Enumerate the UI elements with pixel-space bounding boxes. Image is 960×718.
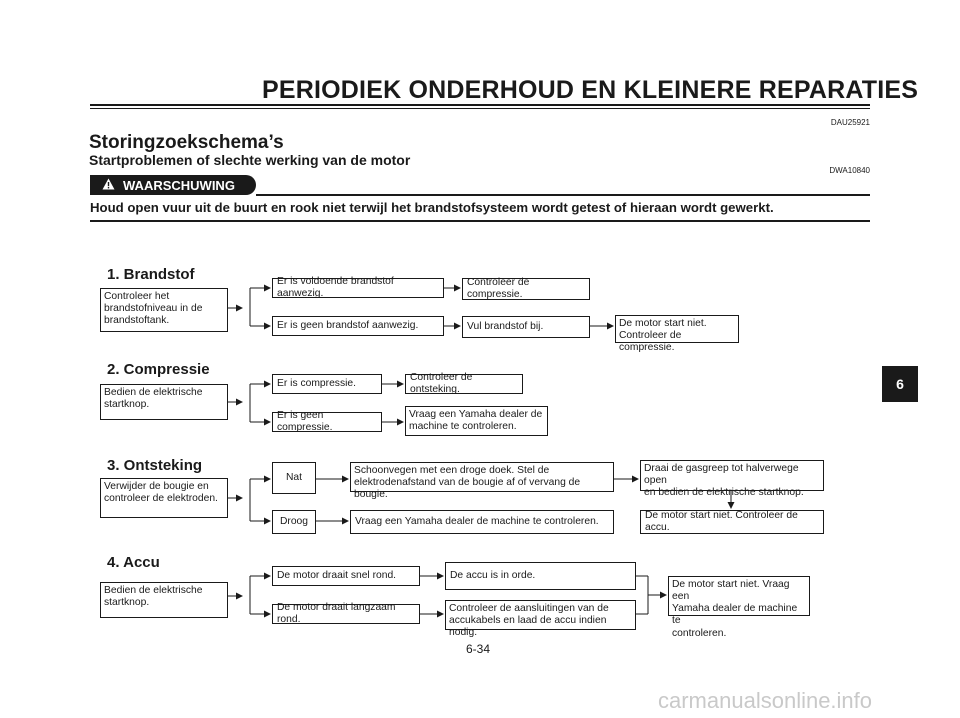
box-clean-plug: Schoonvegen met een droge doek. Stel de elektrodenafstand van de bougie af of vervang de bougie.: [350, 462, 614, 492]
section-title: Storingzoekschema’s: [89, 132, 284, 153]
box-compression-ok: Er is compressie.: [272, 374, 382, 394]
box-dry: Droog: [272, 510, 316, 534]
box-no-fuel: Er is geen brandstof aanwezig.: [272, 316, 444, 336]
box-dealer-ignition: Vraag een Yamaha dealer de machine te controleren.: [350, 510, 614, 534]
doc-code: DAU25921: [830, 118, 870, 127]
box-press-starter-2: Bedien de elektrische startknop.: [100, 384, 228, 420]
warning-label: WAARSCHUWING: [123, 177, 235, 193]
header-rule-thin: [90, 108, 870, 109]
box-slow-crank: De motor draait langzaam rond.: [272, 604, 420, 624]
box-check-fuel-level: Controleer het brandstofniveau in de brandstoftank.: [100, 288, 228, 332]
box-throttle-half: Draai de gasgreep tot halverwege open en bedien de elektrische startknop.: [640, 460, 824, 491]
header-rule: [90, 104, 870, 106]
flow-title-ontsteking: 3. Ontsteking: [107, 457, 203, 474]
flow-title-brandstof: 1. Brandstof: [107, 266, 195, 283]
box-check-ignition: Controleer de ontsteking.: [405, 374, 523, 394]
box-battery-ok: De accu is in orde.: [445, 562, 636, 590]
warning-text: Houd open vuur uit de buurt en rook niet terwijl het brandstofsysteem wordt getest of hieraan wordt gewerkt.: [90, 200, 774, 215]
flow-title-accu: 4. Accu: [107, 554, 160, 571]
page-header-title: PERIODIEK ONDERHOUD EN KLEINERE REPARATIES: [262, 76, 919, 104]
box-check-compression-1: Controleer de compressie.: [462, 278, 590, 300]
box-dealer-compression: Vraag een Yamaha dealer de machine te controleren.: [405, 406, 548, 436]
box-check-battery: De motor start niet. Controleer de accu.: [640, 510, 824, 534]
warning-triangle-icon: [102, 178, 115, 193]
warning-rule-bottom: [90, 220, 870, 222]
flow-title-compressie: 2. Compressie: [107, 361, 210, 378]
watermark: carmanualsonline.info: [658, 688, 873, 713]
box-check-battery-cables: Controleer de aansluitingen van de accukabels en laad de accu indien nodig.: [445, 600, 636, 630]
box-fast-crank: De motor draait snel rond.: [272, 566, 420, 586]
section-subtitle: Startproblemen of slechte werking van de motor: [89, 152, 411, 168]
box-refuel: Vul brandstof bij.: [462, 316, 590, 338]
box-accu-final: De motor start niet. Vraag een Yamaha dealer de machine te controleren.: [668, 576, 810, 616]
warning-badge: [90, 175, 256, 195]
warning-rule: [256, 194, 870, 196]
box-remove-spark-plug: Verwijder de bougie en controleer de elektroden.: [100, 478, 228, 518]
chapter-tab: 6: [882, 366, 918, 402]
box-fuel-final: De motor start niet. Controleer de compressie.: [615, 315, 739, 343]
box-press-starter-4: Bedien de elektrische startknop.: [100, 582, 228, 618]
box-fuel-present: Er is voldoende brandstof aanwezig.: [272, 278, 444, 298]
box-wet: Nat: [272, 462, 316, 494]
warning-code: DWA10840: [829, 166, 870, 175]
box-no-compression: Er is geen compressie.: [272, 412, 382, 432]
page-number: 6-34: [466, 642, 491, 656]
